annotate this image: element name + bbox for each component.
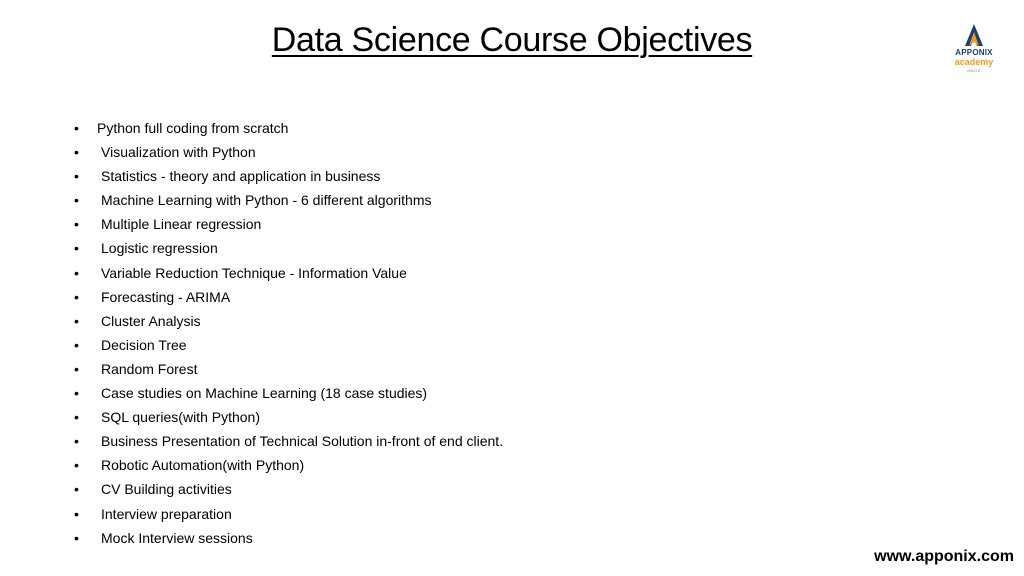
apponix-logo-icon	[944, 22, 1004, 50]
bullet-icon: •	[74, 216, 79, 233]
bullet-icon: •	[74, 385, 79, 402]
bullet-icon: •	[74, 264, 79, 281]
logo-brand-text: APPONIX	[955, 48, 993, 57]
list-item-text: Forecasting - ARIMA	[101, 288, 231, 305]
list-item-text: Variable Reduction Technique - Information Value	[101, 264, 407, 281]
bullet-icon: •	[74, 336, 79, 353]
bullet-icon: •	[74, 144, 79, 161]
list-item-text: CV Building activities	[101, 481, 232, 498]
slide-title-text: Data Science Course Objectives	[271, 21, 753, 59]
bullet-icon: •	[74, 312, 79, 329]
slide-title	[0, 18, 1024, 62]
footer-website-url: www.apponix.com	[874, 548, 1014, 565]
bullet-icon: •	[74, 481, 79, 498]
bullet-icon: •	[74, 457, 79, 474]
bullet-icon: •	[74, 192, 79, 209]
list-item-text: Visualization with Python	[101, 144, 256, 161]
list-item-text: Cluster Analysis	[101, 312, 201, 329]
apponix-logo	[944, 22, 1004, 74]
list-item-text: Machine Learning with Python - 6 different algorithms	[101, 192, 432, 209]
list-item-text: Interview preparation	[101, 505, 232, 522]
bullet-icon: •	[74, 120, 79, 136]
list-item-text: Statistics - theory and application in business	[101, 168, 381, 185]
bullet-icon: •	[74, 505, 79, 522]
list-item-text: SQL queries(with Python)	[101, 409, 260, 426]
list-item-text: Random Forest	[101, 360, 198, 377]
bullet-icon: •	[74, 240, 79, 257]
list-item-text: Mock Interview sessions	[101, 529, 253, 546]
bullet-icon: •	[74, 168, 79, 185]
bullet-icon: •	[74, 360, 79, 377]
list-item-text: Logistic regression	[101, 240, 218, 257]
list-item-text: Robotic Automation(with Python)	[101, 457, 305, 474]
list-item-text: Case studies on Machine Learning (18 case studies)	[101, 385, 428, 402]
list-item-text: Multiple Linear regression	[101, 216, 262, 233]
list-item-text: Python full coding from scratch	[97, 120, 289, 136]
bullet-icon: •	[74, 433, 79, 450]
list-item-text: Decision Tree	[101, 336, 187, 353]
bullet-icon: •	[74, 288, 79, 305]
bullet-icon: •	[74, 529, 79, 546]
logo-sub-text: academy	[954, 57, 994, 67]
list-item-text: Business Presentation of Technical Solution in-front of end client.	[101, 433, 504, 450]
logo-tag-text: MAOZ	[967, 68, 981, 73]
bullet-icon: •	[74, 409, 79, 426]
